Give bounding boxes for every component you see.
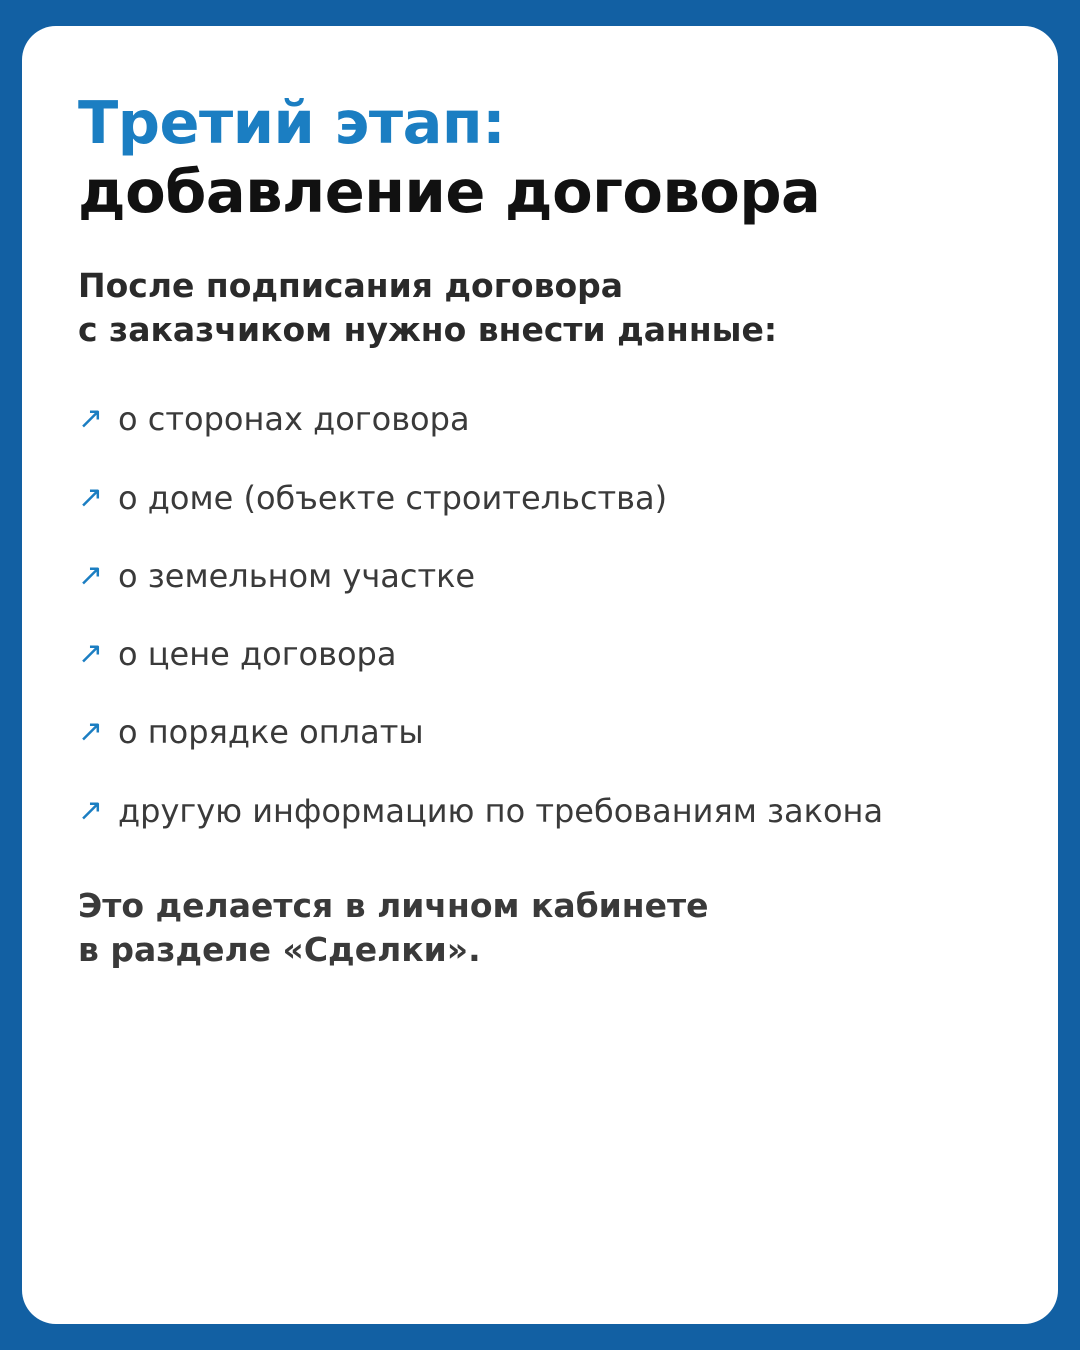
lead-line-2: с заказчиком нужно внести данные: (78, 310, 778, 350)
lead-paragraph (78, 264, 1002, 352)
list-item (78, 711, 1002, 753)
list-item (78, 633, 1002, 675)
list-item (78, 477, 1002, 519)
arrow-up-right-icon: ↗ (78, 479, 104, 515)
arrow-up-right-icon: ↗ (78, 792, 104, 828)
arrow-up-right-icon: ↗ (78, 714, 104, 750)
lead-line-1: После подписания договора (78, 266, 624, 306)
list-item-label: о цене договора (118, 635, 397, 674)
requirements-list (78, 398, 1002, 831)
outro-line-1: Это делается в личном кабинете (78, 885, 709, 925)
title-line-main: добавление договора (78, 157, 821, 227)
arrow-up-right-icon: ↗ (78, 636, 104, 672)
list-item-label: о земельном участке (118, 556, 476, 595)
page-title (78, 88, 1002, 226)
list-item-label: о сторонах договора (118, 400, 470, 439)
list-item-label: о порядке оплаты (118, 713, 424, 752)
outro-line-2: в разделе «Сделки». (78, 930, 481, 970)
title-line-accent: Третий этап: (78, 88, 506, 157)
list-item-label: о доме (объекте строительства) (118, 478, 668, 517)
content-card (22, 26, 1058, 1324)
outro-paragraph (78, 884, 1002, 972)
arrow-up-right-icon: ↗ (78, 401, 104, 437)
arrow-up-right-icon: ↗ (78, 557, 104, 593)
list-item-label: другую информацию по требованиям закона (118, 791, 884, 830)
list-item (78, 398, 1002, 440)
list-item (78, 790, 1002, 832)
list-item (78, 555, 1002, 597)
